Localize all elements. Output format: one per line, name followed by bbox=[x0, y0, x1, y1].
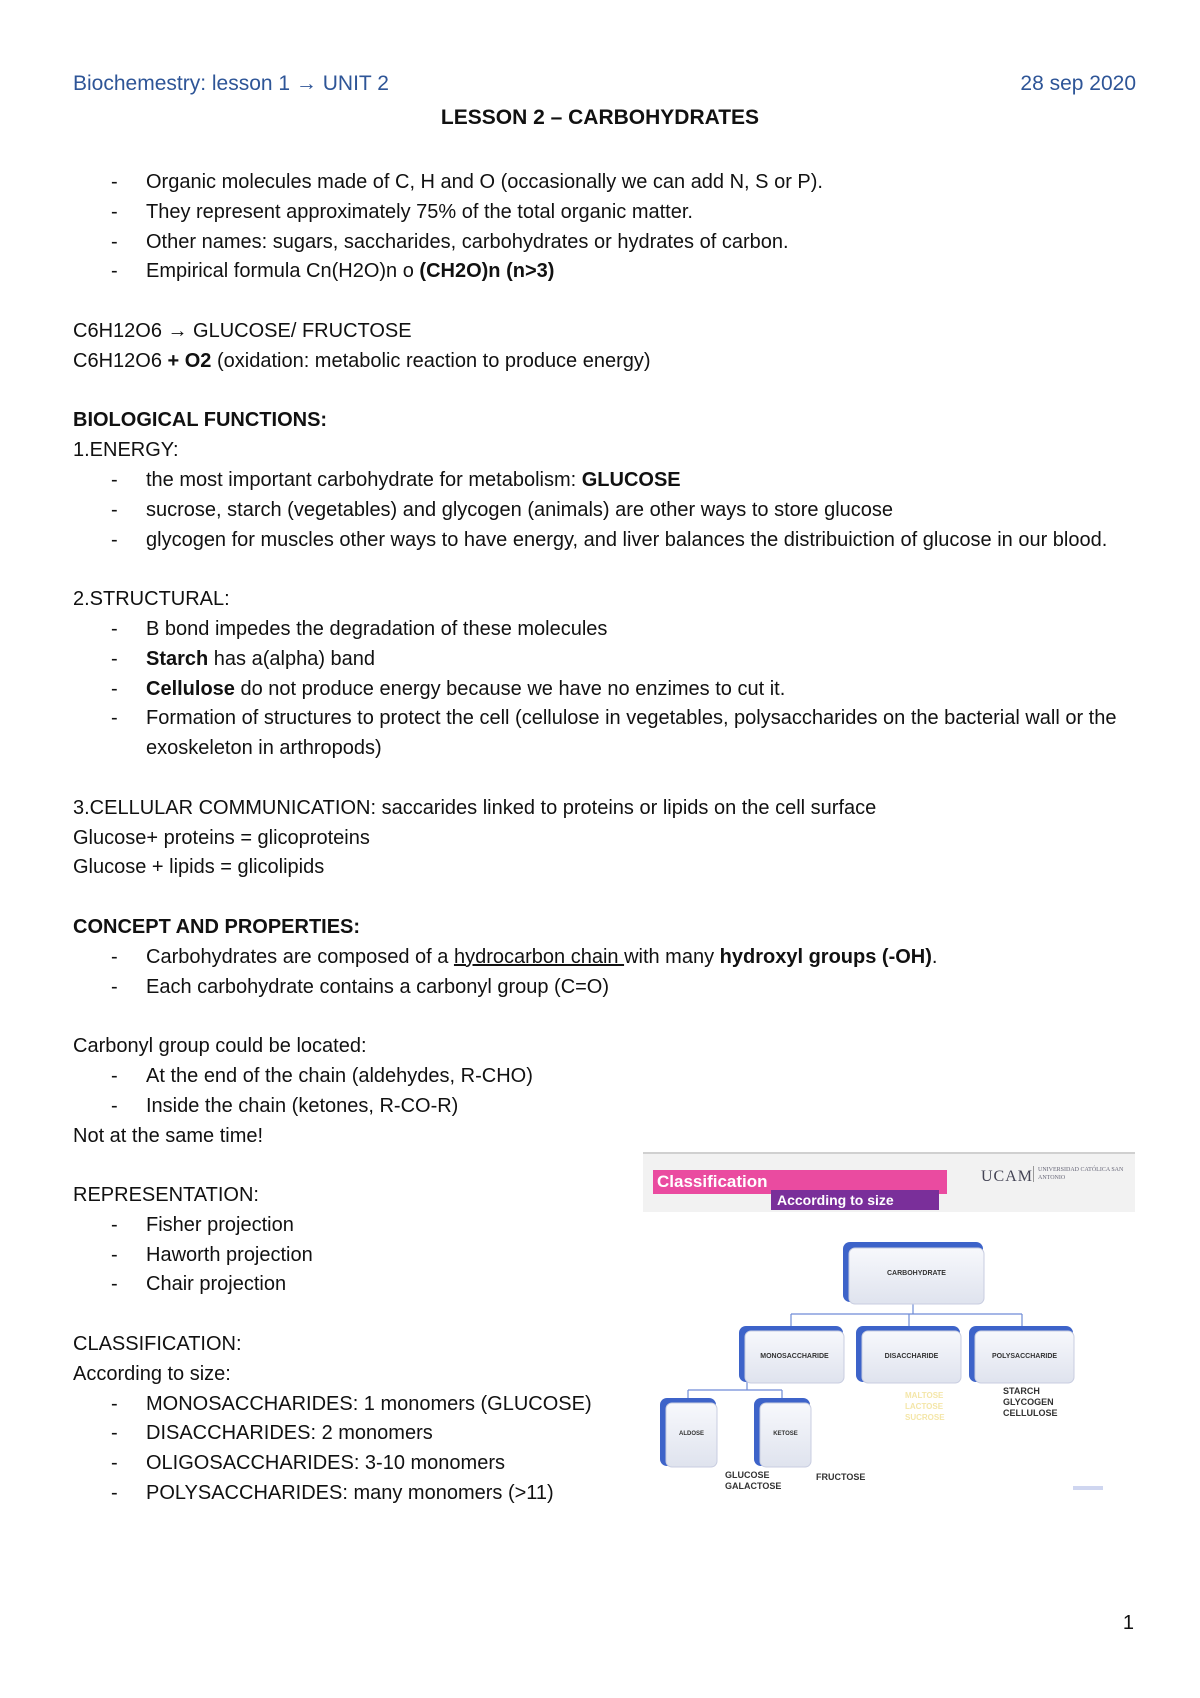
header-course: Biochemestry: lesson 1 → UNIT 2 bbox=[73, 72, 389, 95]
list-item: - Fisher projection bbox=[73, 1211, 1133, 1241]
node-label-polysaccharide: POLYSACCHARIDE bbox=[991, 1353, 1058, 1360]
list-item: - Other names: sugars, saccharides, carbohydrates or hydrates of carbon. bbox=[73, 228, 1133, 258]
list-item: - Organic molecules made of C, H and O (occasionally we can add N, S or P). bbox=[73, 168, 1133, 198]
aldose-examples bbox=[725, 1470, 781, 1492]
communication-line: Glucose+ proteins = glicoproteins bbox=[73, 826, 370, 849]
heading-text: CONCEPT AND PROPERTIES: bbox=[73, 915, 361, 938]
node-label-disaccharide: DISACCHARIDE bbox=[884, 1353, 939, 1360]
list-item bbox=[73, 645, 1133, 675]
list-item: - sucrose, starch (vegetables) and glycogen (animals) are other ways to store glucose bbox=[73, 496, 1133, 526]
item-text: Carbohydrates are composed of a bbox=[146, 945, 454, 968]
slide-subtitle: According to size bbox=[771, 1190, 939, 1210]
list-item: - DISACCHARIDES: 2 monomers bbox=[73, 1419, 1133, 1449]
carbonyl-heading: Carbonyl group could be located: bbox=[73, 1035, 367, 1058]
ucam-logo-subtext: UNIVERSIDAD CATÓLICA SAN ANTONIO bbox=[1033, 1166, 1128, 1182]
energy-list bbox=[73, 466, 1133, 555]
equation-bold: + O2 bbox=[167, 349, 212, 372]
page-number: 1 bbox=[1122, 1612, 1134, 1634]
list-item: - POLYSACCHARIDES: many monomers (>11) bbox=[73, 1479, 1133, 1509]
example-glycogen: GLYCOGEN bbox=[1003, 1397, 1054, 1407]
classification-subheading: According to size: bbox=[73, 1362, 231, 1385]
item-underlined: hydrocarbon chain bbox=[453, 945, 625, 968]
item-bold: hydroxyl groups (-OH) bbox=[719, 945, 932, 968]
node-label-carbohydrate: CARBOHYDRATE bbox=[887, 1270, 946, 1277]
node-label-ketose: KETOSE bbox=[773, 1431, 798, 1437]
concept-list bbox=[73, 943, 1133, 1003]
list-item: - Haworth projection bbox=[73, 1241, 1133, 1271]
representation-heading: REPRESENTATION: bbox=[73, 1184, 259, 1207]
communication-heading: 3.CELLULAR COMMUNICATION: saccarides linked to proteins or lipids on the cell surface bbox=[73, 796, 877, 819]
list-item: - They represent approximately 75% of the total organic matter. bbox=[73, 198, 1133, 228]
classification-slide-image bbox=[643, 1152, 1135, 1518]
list-item: - glycogen for muscles other ways to have energy, and liver balances the distribuiction of glucose in our blood. bbox=[73, 526, 1133, 556]
equation-line-1: C6H12O6 → GLUCOSE/ FRUCTOSE bbox=[73, 319, 412, 342]
item-text: the most important carbohydrate for metabolism: bbox=[146, 468, 582, 491]
intro-list bbox=[73, 168, 1133, 287]
header-date: 28 sep 2020 bbox=[1020, 72, 1136, 95]
equation-pre: C6H12O6 bbox=[73, 349, 168, 372]
equation-post: (oxidation: metabolic reaction to produce energy) bbox=[211, 349, 651, 372]
polysaccharide-examples bbox=[1003, 1386, 1058, 1419]
carbonyl-list bbox=[73, 1062, 1133, 1122]
example-maltose: MALTOSE bbox=[905, 1391, 944, 1400]
list-item bbox=[73, 943, 1133, 973]
list-item: - Inside the chain (ketones, R-CO-R) bbox=[73, 1092, 1133, 1122]
section-heading-concept bbox=[73, 913, 1133, 943]
list-item: - OLIGOSACCHARIDES: 3-10 monomers bbox=[73, 1449, 1133, 1479]
formula-text: Empirical formula Cn(H2O)n o bbox=[146, 260, 420, 283]
heading-text: BIOLOGICAL FUNCTIONS: bbox=[73, 409, 328, 432]
slide-title: Classification bbox=[653, 1170, 947, 1194]
example-starch: STARCH bbox=[1003, 1386, 1040, 1396]
section-heading-biological bbox=[73, 406, 1133, 436]
item-bold: Starch bbox=[146, 647, 209, 670]
item-text: . bbox=[931, 945, 938, 968]
item-text: do not produce energy because we have no enzimes to cut it. bbox=[234, 677, 786, 700]
list-item bbox=[73, 675, 1133, 705]
list-item bbox=[73, 257, 1133, 287]
energy-heading: 1.ENERGY: bbox=[73, 439, 179, 462]
example-lactose: LACTOSE bbox=[905, 1402, 944, 1411]
list-item: - Chair projection bbox=[73, 1270, 1133, 1300]
carbonyl-note: Not at the same time! bbox=[73, 1124, 264, 1147]
example-sucrose: SUCROSE bbox=[905, 1413, 945, 1422]
node-label-aldose: ALDOSE bbox=[678, 1431, 704, 1437]
list-item: - Formation of structures to protect the cell (cellulose in vegetables, polysaccharides on the bacterial wall or the exoskeleton in arthropods) bbox=[73, 704, 1133, 764]
list-item: - Each carbohydrate contains a carbonyl group (C=O) bbox=[73, 973, 1133, 1003]
classification-heading: CLASSIFICATION: bbox=[73, 1333, 242, 1356]
list-item: - MONOSACCHARIDES: 1 monomers (GLUCOSE) bbox=[73, 1390, 1133, 1420]
example-cellulose: CELLULOSE bbox=[1003, 1408, 1058, 1418]
item-text: has a(alpha) band bbox=[208, 647, 376, 670]
ketose-examples bbox=[816, 1472, 865, 1483]
ucam-logo: UCAM bbox=[981, 1168, 1034, 1185]
node-label-monosaccharide: MONOSACCHARIDE bbox=[760, 1353, 829, 1360]
list-item bbox=[73, 466, 1133, 496]
example-fructose: FRUCTOSE bbox=[816, 1472, 866, 1482]
formula-bold: (CH2O)n (n>3) bbox=[419, 260, 555, 283]
example-galactose: GALACTOSE bbox=[725, 1481, 782, 1491]
structural-heading: 2.STRUCTURAL: bbox=[73, 588, 230, 611]
item-bold: Cellulose bbox=[146, 677, 235, 700]
structural-list bbox=[73, 615, 1133, 764]
list-item: - At the end of the chain (aldehydes, R-CHO) bbox=[73, 1062, 1133, 1092]
disaccharide-examples bbox=[905, 1390, 945, 1423]
classification-tree bbox=[643, 1154, 1135, 1518]
item-bold: GLUCOSE bbox=[581, 468, 681, 491]
list-item: - B bond impedes the degradation of these molecules bbox=[73, 615, 1133, 645]
item-text: with many bbox=[624, 945, 720, 968]
page-title: LESSON 2 – CARBOHYDRATES bbox=[440, 106, 760, 129]
equation-line-2 bbox=[73, 347, 1133, 377]
example-glucose: GLUCOSE bbox=[725, 1470, 770, 1480]
slide-footer-mark bbox=[1073, 1486, 1103, 1490]
communication-line: Glucose + lipids = glicolipids bbox=[73, 856, 325, 879]
